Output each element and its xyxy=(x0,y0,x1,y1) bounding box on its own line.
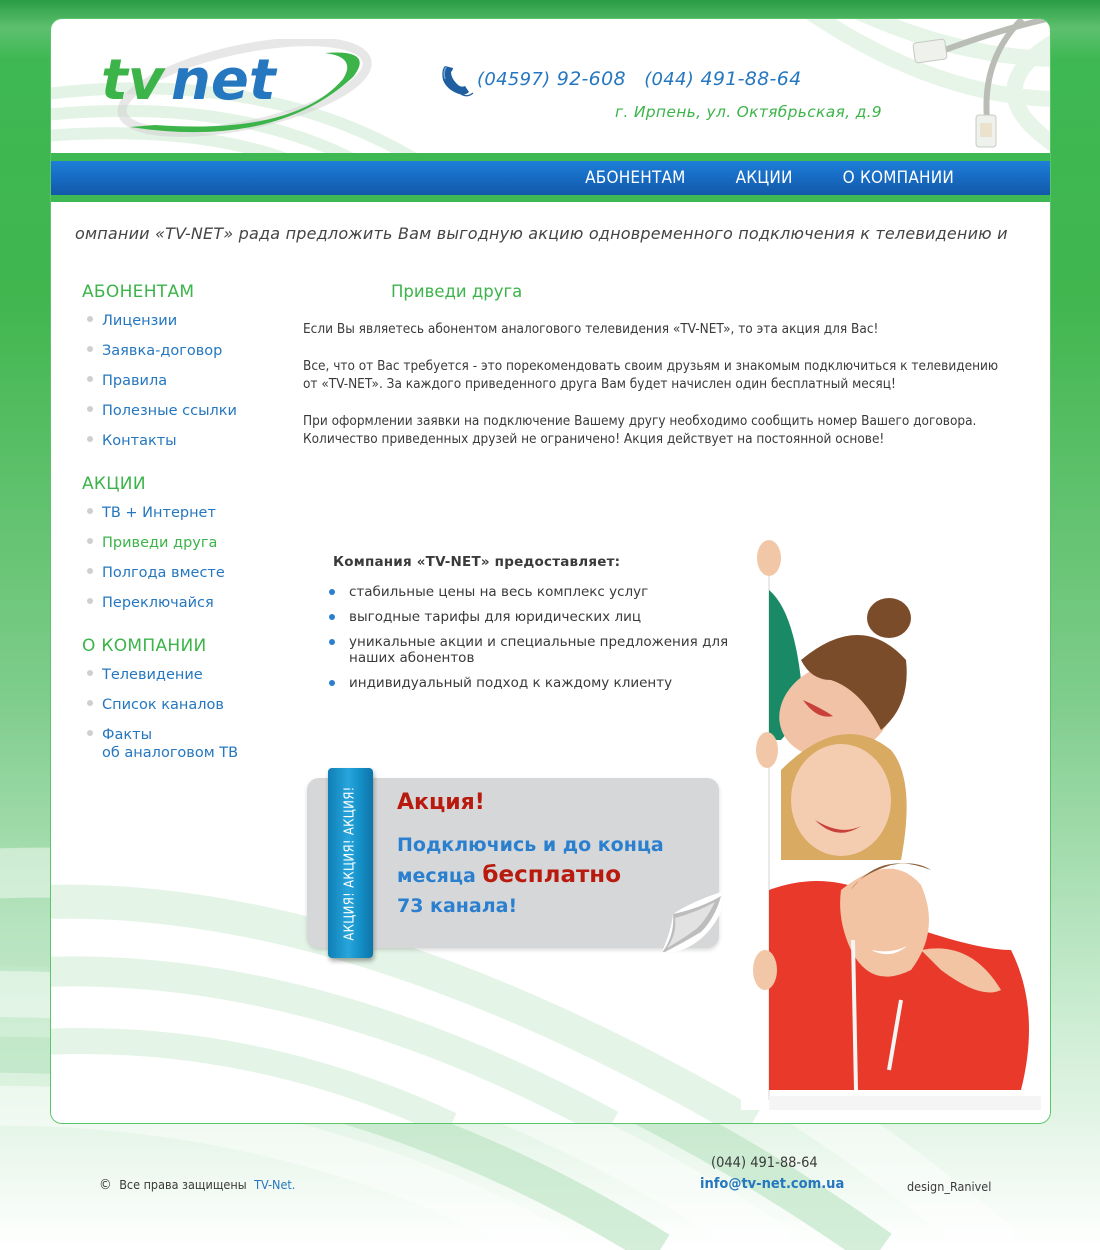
offer-item: уникальные акции и специальные предложения для наших абонентов xyxy=(327,634,747,666)
sidebar-item-switch xyxy=(82,594,312,624)
bullet-icon xyxy=(87,316,93,322)
sidebar-list-about xyxy=(82,666,312,770)
offer-item: стабильные цены на весь комплекс услуг xyxy=(327,584,747,600)
promo-title: Акция! xyxy=(397,790,485,815)
sidebar-link-licenses[interactable]: Лицензии xyxy=(102,313,178,329)
promo-ribbon: АКЦИЯ! АКЦИЯ! АКЦИЯ! xyxy=(328,768,373,958)
offer-item: выгодные тарифы для юридических лиц xyxy=(327,609,747,625)
telephone-icon xyxy=(437,60,475,98)
offers-title: Компания «TV-NET» предоставляет: xyxy=(333,554,621,570)
svg-text:tv: tv xyxy=(101,48,165,113)
sidebar-item-rules xyxy=(82,372,312,402)
sidebar-heading-promotions: АКЦИИ xyxy=(82,474,146,494)
bullet-icon xyxy=(329,614,335,620)
nav-about-company[interactable]: О КОМПАНИИ xyxy=(842,168,954,188)
paragraph-2: Все, что от Вас требуется - это порекомендовать своим друзьям и знакомым подключиться к телевидению от «TV-NET». За каждого приведенного друга Вам будет начислен один бесплатный месяц! xyxy=(303,357,999,392)
sidebar-item-tv-internet xyxy=(82,504,312,534)
copyright-icon: © xyxy=(99,1177,112,1193)
main-article xyxy=(303,282,1023,467)
footer-email-link[interactable]: info@tv-net.com.ua xyxy=(700,1176,845,1192)
sidebar-item-useful-links xyxy=(82,402,312,432)
paragraph-1: Если Вы являетесь абонентом аналогового телевидения «TV-NET», то эта акция для Вас! xyxy=(303,321,879,337)
main-frame xyxy=(50,18,1051,1124)
footer-copyright: © Все права защищены TV-Net. xyxy=(99,1177,296,1193)
sidebar-item-application xyxy=(82,342,312,372)
address: г. Ирпень, ул. Октябрьская, д.9 xyxy=(615,103,882,121)
sidebar-link-bring-friend[interactable]: Приведи друга xyxy=(102,535,218,551)
bullet-icon xyxy=(87,730,93,736)
nav-promotions[interactable]: АКЦИИ xyxy=(735,168,793,188)
svg-text:net: net xyxy=(171,48,276,113)
promo-line-3: 73 канала! xyxy=(397,895,518,917)
header-divider xyxy=(51,153,1051,161)
sidebar xyxy=(82,282,312,782)
sidebar-item-bring-friend xyxy=(82,534,312,564)
sidebar-link-rules[interactable]: Правила xyxy=(102,373,168,389)
nav-subscribers[interactable]: АБОНЕНТАМ xyxy=(585,168,686,188)
promo-line-1: Подключись и до конца xyxy=(397,834,664,856)
network-cable-image xyxy=(902,19,1051,153)
offers-list xyxy=(327,584,747,691)
bullet-icon xyxy=(87,598,93,604)
bullet-icon xyxy=(87,670,93,676)
content-area xyxy=(51,202,1051,1124)
bullet-icon xyxy=(329,589,335,595)
sidebar-list-promotions xyxy=(82,504,312,624)
sidebar-link-application[interactable]: Заявка-договор xyxy=(102,343,223,359)
sidebar-link-useful-links[interactable]: Полезные ссылки xyxy=(102,403,237,419)
bullet-icon xyxy=(87,568,93,574)
sidebar-link-channel-list[interactable]: Список каналов xyxy=(102,697,224,713)
paragraph-3: При оформлении заявки на подключение Вашему другу необходимо сообщить номер Вашего договора. Количество приведенных друзей не ограничено! Акция действует на постоянной основе! xyxy=(303,412,977,447)
bullet-icon xyxy=(329,680,335,686)
sidebar-link-analog-facts[interactable]: Факты об аналоговом ТВ xyxy=(102,727,239,761)
tvnet-logo[interactable] xyxy=(95,39,375,139)
sidebar-item-analog-facts xyxy=(82,726,312,770)
bullet-icon xyxy=(87,538,93,544)
news-ticker[interactable]: омпании «TV-NET» рада предложить Вам выгодную акцию одновременного подключения к телевидению и xyxy=(75,224,1008,243)
sidebar-heading-subscribers: АБОНЕНТАМ xyxy=(82,282,195,302)
sidebar-list-subscribers xyxy=(82,312,312,462)
promo-line-2: месяца бесплатно xyxy=(397,862,621,888)
company-offers xyxy=(327,554,747,700)
sidebar-item-half-year xyxy=(82,564,312,594)
footer-brand-link[interactable]: TV-Net. xyxy=(254,1177,296,1192)
smiling-people-photo xyxy=(741,530,1041,1110)
sidebar-heading-about: О КОМПАНИИ xyxy=(82,636,207,656)
footer-designer-credit: design_Ranivel xyxy=(907,1179,992,1194)
bullet-icon xyxy=(87,406,93,412)
bullet-icon xyxy=(87,508,93,514)
sidebar-item-licenses xyxy=(82,312,312,342)
phone-2[interactable]: (044) 491-88-64 xyxy=(644,68,802,90)
sidebar-item-channel-list xyxy=(82,696,312,726)
sidebar-item-contacts xyxy=(82,432,312,462)
phone-numbers xyxy=(437,59,801,99)
offer-item: индивидуальный подход к каждому клиенту xyxy=(327,675,747,691)
sidebar-link-switch[interactable]: Переключайся xyxy=(102,595,214,611)
sidebar-link-television[interactable]: Телевидение xyxy=(102,667,203,683)
bullet-icon xyxy=(87,346,93,352)
bullet-icon xyxy=(87,376,93,382)
phone-1[interactable]: (04597) 92-608 xyxy=(477,68,626,90)
sidebar-link-tv-internet[interactable]: ТВ + Интернет xyxy=(102,505,216,521)
sidebar-link-half-year[interactable]: Полгода вместе xyxy=(102,565,225,581)
promo-text xyxy=(397,790,727,921)
sidebar-link-contacts[interactable]: Контакты xyxy=(102,433,177,449)
top-navigation xyxy=(51,161,1051,195)
site-header xyxy=(51,19,1051,153)
nav-divider xyxy=(51,195,1051,202)
bullet-icon xyxy=(87,436,93,442)
footer-phone: (044) 491-88-64 xyxy=(711,1155,818,1171)
promo-free-highlight: бесплатно xyxy=(482,862,621,888)
page-title: Приведи друга xyxy=(391,282,523,301)
bullet-icon xyxy=(87,700,93,706)
sidebar-item-television xyxy=(82,666,312,696)
bullet-icon xyxy=(329,639,335,645)
